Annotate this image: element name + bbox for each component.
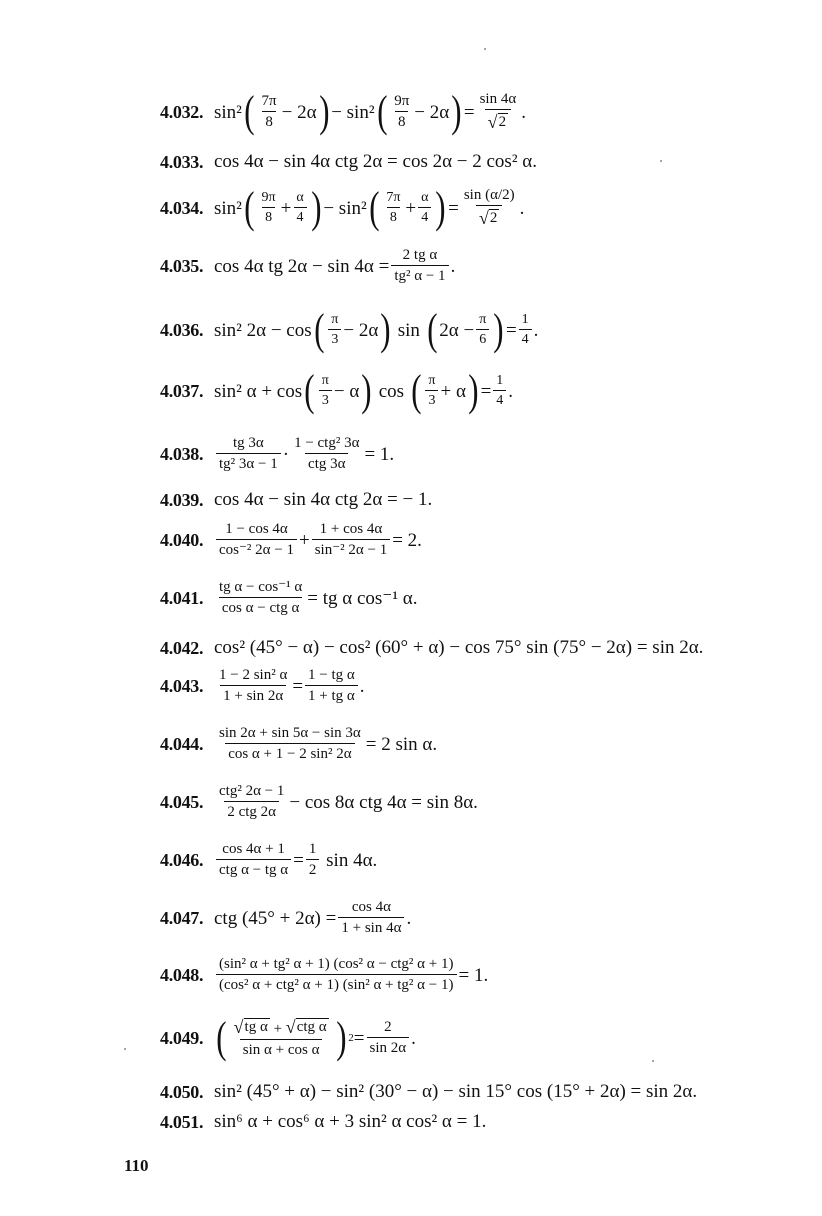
numerator: 1 <box>496 373 504 388</box>
equation <box>214 668 365 704</box>
equals-sign: = <box>463 101 475 123</box>
multiply-dot: · <box>282 443 290 465</box>
equation <box>214 1013 416 1062</box>
expr-term: sin² α + cos <box>214 380 303 402</box>
page-number: 110 <box>124 1156 149 1175</box>
equals-sign: = <box>292 675 304 697</box>
numerator: α <box>296 190 304 205</box>
fraction <box>216 580 305 616</box>
problem-4-041 <box>160 580 417 616</box>
fraction <box>231 1018 332 1058</box>
numerator: sin 2α + sin 5α − sin 3α <box>219 725 361 741</box>
numerator: 1 <box>521 312 529 327</box>
expr-term: cos <box>378 380 405 402</box>
numerator: sin 4α <box>479 91 517 107</box>
numerator: π <box>331 312 339 327</box>
rhs: sin 4α. <box>326 849 378 871</box>
fraction <box>216 957 457 993</box>
numerator: 7π <box>386 190 401 205</box>
denominator: 4 <box>519 329 532 347</box>
fraction <box>338 900 404 936</box>
problem-4-047 <box>160 900 411 936</box>
numerator: 2 <box>384 1019 392 1035</box>
numerator: π <box>479 312 487 327</box>
fraction <box>291 436 362 472</box>
equation-text: cos² (45° − α) − cos² (60° + α) − cos 75° sin (75° − 2α) = sin 2α. <box>214 637 704 658</box>
numerator: (sin² α + tg² α + 1) (cos² α − ctg² α + 1) <box>219 956 454 972</box>
numerator: 1 + cos 4α <box>319 521 383 537</box>
denominator <box>485 109 511 132</box>
denominator: tg² 3α − 1 <box>216 453 281 472</box>
fraction <box>259 94 280 130</box>
expr-term: + α <box>440 380 466 402</box>
problem-4-034 <box>160 183 525 232</box>
fraction <box>383 191 403 225</box>
period: . <box>406 907 412 929</box>
equation <box>214 522 422 558</box>
denominator: tg² α − 1 <box>391 265 448 284</box>
fraction <box>216 784 287 820</box>
right-paren: ) <box>493 305 504 354</box>
denominator: 4 <box>493 390 506 408</box>
sqrt <box>479 209 499 227</box>
problem-4-049 <box>160 1013 416 1062</box>
period: . <box>508 380 514 402</box>
radicand: 2 <box>498 114 507 130</box>
period: . <box>533 319 539 341</box>
equation-text: cos 4α − sin 4α ctg 2α = − 1. <box>214 489 433 510</box>
problem-number: 4.044. <box>160 734 204 754</box>
denominator: 3 <box>328 329 341 347</box>
fraction <box>461 188 518 228</box>
scan-speck <box>124 1048 126 1050</box>
expr-term: 2α − <box>439 319 475 341</box>
right-paren: ) <box>435 183 446 232</box>
problem-4-051 <box>160 1112 486 1131</box>
equation <box>214 366 514 415</box>
fraction <box>216 522 297 558</box>
fraction <box>216 668 290 704</box>
problem-number: 4.042. <box>160 637 204 658</box>
equation-text: cos 4α − sin 4α ctg 2α = cos 2α − 2 cos² α. <box>214 151 537 172</box>
expr-term: ctg (45° + 2α) = <box>214 907 337 929</box>
denominator: 2 <box>306 859 320 878</box>
period: . <box>450 255 456 277</box>
equation <box>214 784 478 820</box>
fraction <box>328 313 341 347</box>
numerator: π <box>428 373 436 388</box>
numerator: α <box>421 190 429 205</box>
expr-term: − α <box>333 380 360 402</box>
problem-4-040 <box>160 522 422 558</box>
expr-term: sin² 2α − cos <box>214 319 312 341</box>
problem-number: 4.040. <box>160 530 204 550</box>
denominator: 1 + tg α <box>305 685 358 704</box>
equation <box>214 87 526 136</box>
denominator: sin⁻² 2α − 1 <box>312 539 391 558</box>
radical-sign: √ <box>233 1017 244 1037</box>
left-paren: ( <box>244 87 255 136</box>
problem-number: 4.045. <box>160 792 204 812</box>
numerator: 7π <box>261 93 277 109</box>
problem-number: 4.047. <box>160 908 204 928</box>
problem-4-037 <box>160 366 514 415</box>
problem-number: 4.046. <box>160 850 204 870</box>
denominator: 8 <box>395 111 409 130</box>
scan-speck <box>652 1060 654 1062</box>
right-paren: ) <box>318 87 329 136</box>
problem-number: 4.037. <box>160 381 204 401</box>
expr-term: sin² <box>214 197 242 219</box>
rhs: = 1. <box>364 443 395 465</box>
numerator: 1 − ctg² 3α <box>294 435 360 451</box>
denominator: cos⁻² 2α − 1 <box>216 539 297 558</box>
sqrt <box>286 1018 329 1036</box>
fraction <box>306 842 320 878</box>
right-paren: ) <box>310 183 322 232</box>
problem-number: 4.032. <box>160 102 204 122</box>
fraction <box>391 94 412 130</box>
problem-4-039 <box>160 490 432 509</box>
fraction <box>216 726 364 762</box>
fraction <box>319 374 332 408</box>
problem-number: 4.043. <box>160 676 204 696</box>
numerator: 1 − 2 sin² α <box>219 667 288 683</box>
right-paren: ) <box>335 1013 347 1062</box>
fraction <box>391 248 448 284</box>
problem-number: 4.034. <box>160 198 204 218</box>
problem-number: 4.038. <box>160 444 204 464</box>
problem-number: 4.049. <box>160 1028 204 1048</box>
fraction <box>519 313 532 347</box>
scan-speck <box>660 160 662 162</box>
plus-sign: + <box>280 197 292 219</box>
numerator: π <box>321 373 329 388</box>
radicand: tg α <box>244 1019 268 1035</box>
problem-4-050 <box>160 1082 697 1101</box>
left-paren: ( <box>244 183 255 232</box>
left-paren: ( <box>376 87 387 136</box>
problem-4-035 <box>160 248 455 284</box>
expr-term: − sin² <box>331 101 375 123</box>
denominator: 4 <box>418 207 431 225</box>
expr-term: − 2α <box>414 101 450 123</box>
problem-4-036 <box>160 305 539 354</box>
radical-sign: √ <box>487 112 498 132</box>
radical-sign: √ <box>285 1017 296 1037</box>
period: . <box>521 101 526 123</box>
equation <box>214 842 377 878</box>
denominator: 6 <box>476 329 489 347</box>
numerator: 2 tg α <box>402 247 438 263</box>
plus-sign: + <box>405 197 417 219</box>
equals-sign: = <box>505 319 517 341</box>
fraction <box>476 313 489 347</box>
left-paren: ( <box>426 305 438 354</box>
plus-sign: + <box>273 1021 283 1037</box>
left-paren: ( <box>304 366 315 415</box>
fraction <box>216 842 291 878</box>
fraction <box>493 374 506 408</box>
denominator: 1 + sin 2α <box>220 685 286 704</box>
period: . <box>411 1027 416 1049</box>
numerator: tg 3α <box>232 435 264 451</box>
equals-sign: = <box>448 197 459 219</box>
scan-speck <box>484 48 486 50</box>
rhs: = 2 sin α. <box>365 733 438 755</box>
expr-term: sin² <box>214 101 242 123</box>
numerator: tg α − cos⁻¹ α <box>219 579 303 595</box>
expr-term: − sin² <box>323 197 367 219</box>
numerator: 1 <box>308 841 317 857</box>
problem-4-046 <box>160 842 377 878</box>
rhs: = 2. <box>392 529 422 551</box>
period: . <box>519 197 525 219</box>
radical-sign: √ <box>479 208 489 228</box>
problem-4-042 <box>160 638 703 657</box>
left-paren: ( <box>313 305 325 354</box>
equals-sign: = <box>480 380 492 402</box>
numerator: sin (α/2) <box>463 187 515 203</box>
problem-number: 4.041. <box>160 588 204 608</box>
left-paren: ( <box>216 1013 227 1062</box>
radicand: 2 <box>489 210 498 226</box>
problem-4-048 <box>160 957 488 993</box>
left-paren: ( <box>410 366 422 415</box>
fraction <box>305 668 358 704</box>
left-paren: ( <box>368 183 380 232</box>
fraction <box>418 191 431 225</box>
right-paren: ) <box>361 366 372 415</box>
fraction <box>425 374 438 408</box>
fraction <box>367 1020 410 1056</box>
equation <box>214 580 417 616</box>
numerator: 9π <box>261 190 276 205</box>
numerator: ctg² 2α − 1 <box>219 783 285 799</box>
rhs: − cos 8α ctg 4α = sin 8α. <box>289 791 478 813</box>
equals-sign: = <box>353 1027 365 1049</box>
denominator: cos α − ctg α <box>219 597 303 616</box>
expr-term: sin <box>397 319 420 341</box>
problem-number: 4.033. <box>160 151 204 172</box>
fraction <box>259 191 279 225</box>
problem-4-044 <box>160 726 437 762</box>
denominator: sin 2α <box>367 1037 410 1056</box>
right-paren: ) <box>451 87 462 136</box>
fraction <box>293 191 306 225</box>
denominator: 3 <box>425 390 438 408</box>
rhs: = 1. <box>458 964 489 986</box>
denominator: 1 + sin 4α <box>338 917 404 936</box>
plus-sign: + <box>298 529 310 551</box>
equation <box>214 957 488 993</box>
sqrt <box>488 113 508 131</box>
problem-number: 4.051. <box>160 1111 204 1132</box>
right-paren: ) <box>380 305 391 354</box>
denominator: 2 ctg 2α <box>224 801 279 820</box>
numerator: 1 − cos 4α <box>225 521 288 537</box>
problem-number: 4.050. <box>160 1081 204 1102</box>
equation-text: sin² (45° + α) − sin² (30° − α) − sin 15° cos (15° + 2α) = sin 2α. <box>214 1081 698 1102</box>
denominator: 8 <box>387 207 400 225</box>
denominator: 8 <box>262 207 275 225</box>
numerator <box>231 1018 332 1039</box>
fraction <box>312 522 391 558</box>
denominator <box>476 205 502 228</box>
denominator: ctg 3α <box>305 453 348 472</box>
equation <box>214 900 411 936</box>
problem-number: 4.036. <box>160 320 204 340</box>
denominator: sin α + cos α <box>240 1039 323 1058</box>
numerator: 1 − tg α <box>308 667 355 683</box>
numerator: cos 4α + 1 <box>222 841 285 857</box>
sqrt <box>234 1018 270 1036</box>
denominator: cos α + 1 − 2 sin² 2α <box>225 743 354 762</box>
problem-4-033 <box>160 152 537 171</box>
expr-term: cos 4α tg 2α − sin 4α = <box>214 255 390 277</box>
problem-4-045 <box>160 784 478 820</box>
denominator: 4 <box>294 207 307 225</box>
problem-4-032 <box>160 87 526 136</box>
right-paren: ) <box>468 366 479 415</box>
problem-number: 4.048. <box>160 965 204 985</box>
fraction <box>477 92 520 132</box>
equation <box>214 305 539 354</box>
radicand: ctg α <box>296 1019 327 1035</box>
denominator: (cos² α + ctg² α + 1) (sin² α + tg² α − 1) <box>216 974 457 993</box>
denominator: 8 <box>262 111 276 130</box>
equation <box>214 436 394 472</box>
denominator: ctg α − tg α <box>216 859 291 878</box>
expr-term: − 2α <box>343 319 379 341</box>
equation-text: sin⁶ α + cos⁶ α + 3 sin² α cos² α = 1. <box>214 1111 487 1132</box>
problem-4-038 <box>160 436 394 472</box>
period: . <box>359 675 365 697</box>
rhs: = tg α cos⁻¹ α. <box>307 587 418 609</box>
exponent: 2 <box>348 1031 354 1044</box>
expr-term: − 2α <box>281 101 317 123</box>
numerator: 9π <box>394 93 410 109</box>
denominator: 3 <box>319 390 332 408</box>
problem-number: 4.035. <box>160 256 204 276</box>
equals-sign: = <box>293 849 304 871</box>
problem-4-043 <box>160 668 365 704</box>
fraction <box>216 436 281 472</box>
problem-number: 4.039. <box>160 489 204 510</box>
equation <box>214 726 437 762</box>
numerator: cos 4α <box>351 899 391 915</box>
equation <box>214 183 525 232</box>
equation <box>214 248 455 284</box>
